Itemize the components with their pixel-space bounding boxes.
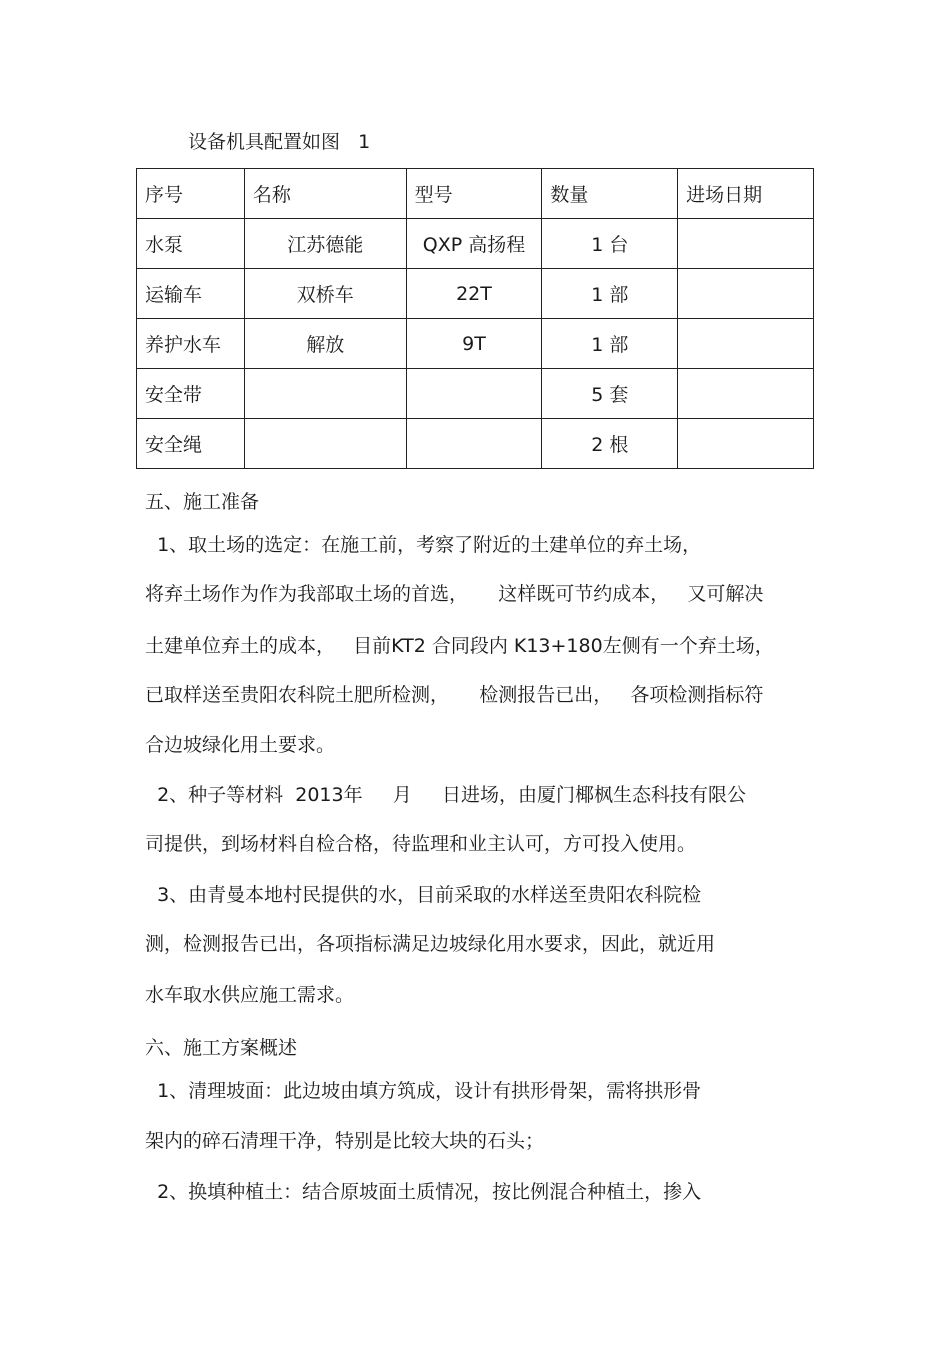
section-heading: 五、施工准备 [145, 491, 260, 513]
table-cell: 9T [406, 319, 542, 369]
table-cell: 水泵 [137, 219, 245, 269]
table-cell: 1 部 [542, 269, 678, 319]
table-cell: 1 台 [542, 219, 678, 269]
paragraph-line: 1、取土场的选定：在施工前，考察了附近的土建单位的弃土场， [145, 534, 702, 556]
header-cell: 序号 [137, 169, 245, 219]
table-row [137, 219, 814, 269]
table-cell: 双桥车 [244, 269, 406, 319]
table-cell: 运输车 [137, 269, 245, 319]
paragraph-line: 已取样送至贵阳农科院土肥所检测， 检测报告已出， 各项检测指标符 [145, 684, 764, 706]
header-cell: 数量 [542, 169, 678, 219]
table-cell [678, 219, 814, 269]
paragraph-line: 测，检测报告已出，各项指标满足边坡绿化用水要求，因此，就近用 [145, 933, 716, 955]
table-cell: 22T [406, 269, 542, 319]
table-cell: 5 套 [542, 369, 678, 419]
table-cell: 安全绳 [137, 419, 245, 469]
table-row [137, 369, 814, 419]
header-cell: 名称 [244, 169, 406, 219]
equipment-table [136, 168, 814, 469]
paragraph-line: 架内的碎石清理干净，特别是比较大块的石头； [145, 1130, 545, 1152]
paragraph-line: 合边坡绿化用土要求。 [145, 734, 336, 756]
header-cell: 型号 [406, 169, 542, 219]
section-heading: 六、施工方案概述 [145, 1037, 298, 1059]
table-cell [244, 369, 406, 419]
table-cell [678, 419, 814, 469]
table-cell: 2 根 [542, 419, 678, 469]
paragraph-line: 2、换填种植土：结合原坡面土质情况，按比例混合种植土，掺入 [145, 1181, 702, 1203]
table-cell: 1 部 [542, 319, 678, 369]
paragraph-line: 3、由青曼本地村民提供的水，目前采取的水样送至贵阳农科院检 [145, 884, 702, 906]
table-cell: 江苏德能 [244, 219, 406, 269]
table-cell [244, 419, 406, 469]
paragraph-line: 1、清理坡面：此边坡由填方筑成，设计有拱形骨架，需将拱形骨 [145, 1080, 702, 1102]
table-cell: 解放 [244, 319, 406, 369]
paragraph-line: 水车取水供应施工需求。 [145, 984, 355, 1006]
paragraph-line: 土建单位弃土的成本， 目前KT2 合同段内 K13+180左侧有一个弃土场， [145, 635, 774, 657]
table-cell [678, 369, 814, 419]
table-caption: 设备机具配置如图 1 [188, 131, 371, 153]
table-row [137, 319, 814, 369]
table-row [137, 269, 814, 319]
table-cell [406, 419, 542, 469]
table-row [137, 419, 814, 469]
table-cell: QXP 高扬程 [406, 219, 542, 269]
table-cell [678, 319, 814, 369]
table-cell: 养护水车 [137, 319, 245, 369]
table-cell [678, 269, 814, 319]
paragraph-line: 将弃土场作为作为我部取土场的首选， 这样既可节约成本， 又可解决 [145, 583, 764, 605]
paragraph-line: 2、种子等材料 2013年 月 日进场，由厦门椰枫生态科技有限公 [145, 784, 746, 806]
header-cell: 进场日期 [678, 169, 814, 219]
table-cell [406, 369, 542, 419]
table-cell: 安全带 [137, 369, 245, 419]
table-header-row [137, 169, 814, 219]
paragraph-line: 司提供，到场材料自检合格，待监理和业主认可，方可投入使用。 [145, 833, 697, 855]
